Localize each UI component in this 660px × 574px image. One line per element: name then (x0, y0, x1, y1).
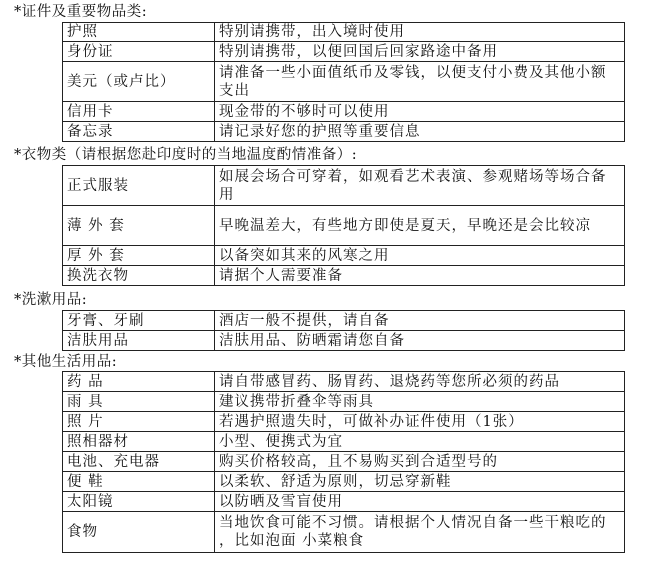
daily-items-table (62, 371, 625, 553)
item-desc: 若遇护照遗失时，可做补办证件使用（1张） (215, 412, 625, 432)
table-row (63, 432, 625, 452)
item-desc: 以防晒及雪盲使用 (215, 492, 625, 512)
table-row (63, 331, 625, 351)
item-desc: 购买价格较高，且不易购买到合适型号的 (215, 452, 625, 472)
item-name: 备忘录 (63, 122, 215, 142)
item-name: 正式服装 (63, 166, 215, 206)
item-name: 便 鞋 (63, 472, 215, 492)
table-row (63, 62, 625, 102)
item-desc: 酒店一般不提供，请自备 (215, 311, 625, 331)
item-name: 照 片 (63, 412, 215, 432)
item-name: 太阳镜 (63, 492, 215, 512)
table-row (63, 412, 625, 432)
item-desc: 特别请携带，以便回国后回家路途中备用 (215, 42, 625, 62)
toiletries-table (62, 310, 625, 351)
item-name: 身份证 (63, 42, 215, 62)
item-desc: 建议携带折叠伞等雨具 (215, 392, 625, 412)
item-name: 护照 (63, 23, 215, 42)
item-desc: 洁肤用品、防晒霜请您自备 (215, 331, 625, 351)
item-name: 牙膏、牙刷 (63, 311, 215, 331)
item-desc: 以柔软、舒适为原则，切忌穿新鞋 (215, 472, 625, 492)
clothing-table (62, 165, 625, 286)
section-title-documents: *证件及重要物品类: (14, 4, 148, 20)
table-row (63, 102, 625, 122)
item-desc: 当地饮食可能不习惯。请根据个人情况自备一些干粮吃的 ，比如泡面 小菜粮食 (215, 512, 625, 553)
table-row (63, 166, 625, 206)
table-row (63, 311, 625, 331)
item-name: 雨 具 (63, 392, 215, 412)
table-row (63, 246, 625, 266)
table-row (63, 266, 625, 286)
table-row (63, 452, 625, 472)
section-title-daily-items: *其他生活用品: (14, 354, 118, 370)
item-desc: 以备突如其来的风寒之用 (215, 246, 625, 266)
item-desc: 早晚温差大，有些地方即使是夏天，早晚还是会比较凉 (215, 206, 625, 246)
item-desc: 请记录好您的护照等重要信息 (215, 122, 625, 142)
item-name: 厚 外 套 (63, 246, 215, 266)
item-name: 信用卡 (63, 102, 215, 122)
table-row (63, 472, 625, 492)
item-name: 洁肤用品 (63, 331, 215, 351)
item-name: 药 品 (63, 372, 215, 392)
table-row (63, 206, 625, 246)
item-desc: 小型、便携式为宜 (215, 432, 625, 452)
table-row (63, 122, 625, 142)
item-desc: 如展会场合可穿着，如观看艺术表演、参观赌场等场合备用 (215, 166, 625, 206)
table-row (63, 372, 625, 392)
table-row (63, 23, 625, 42)
item-desc: 现金带的不够时可以使用 (215, 102, 625, 122)
item-desc: 请自带感冒药、肠胃药、退烧药等您所必须的药品 (215, 372, 625, 392)
section-title-toiletries: *洗漱用品: (14, 292, 88, 308)
table-row (63, 512, 625, 553)
table-row (63, 392, 625, 412)
documents-table (62, 22, 625, 142)
item-name: 薄 外 套 (63, 206, 215, 246)
item-name: 食物 (63, 512, 215, 553)
item-desc: 请准备一些小面值纸币及零钱，以便支付小费及其他小额支出 (215, 62, 625, 102)
item-name: 照相器材 (63, 432, 215, 452)
table-row (63, 492, 625, 512)
item-name: 换洗衣物 (63, 266, 215, 286)
item-name: 电池、充电器 (63, 452, 215, 472)
item-desc: 特别请携带，出入境时使用 (215, 23, 625, 42)
section-title-clothing: *衣物类（请根据您赴印度时的当地温度酌情准备）: (14, 147, 358, 163)
item-name: 美元（或卢比） (63, 62, 215, 102)
table-row (63, 42, 625, 62)
item-desc: 请据个人需要准备 (215, 266, 625, 286)
